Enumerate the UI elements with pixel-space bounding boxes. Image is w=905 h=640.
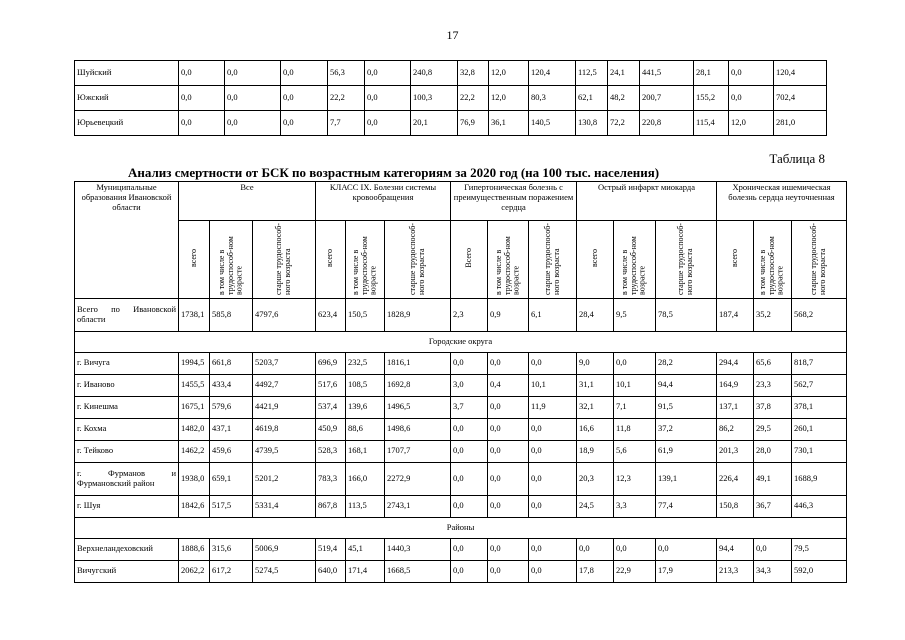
table-cell: 0,0 (656, 538, 717, 560)
row-name: Всего по Ивановской области (75, 298, 179, 331)
table-cell: 517,6 (316, 374, 346, 396)
table-row (75, 538, 847, 560)
table-cell: 0,0 (365, 86, 411, 111)
table-cell: 115,4 (694, 111, 729, 136)
section-row (75, 331, 847, 352)
table-cell: 519,4 (316, 538, 346, 560)
table-cell: 20,3 (577, 462, 614, 495)
subheader-cell (717, 221, 754, 299)
table-cell: 0,0 (281, 86, 328, 111)
table-cell: 232,5 (346, 352, 385, 374)
table-cell: 1707,7 (385, 440, 451, 462)
table-cell: 0,0 (451, 495, 488, 517)
table-cell: 3,7 (451, 396, 488, 418)
table-cell: 592,0 (792, 560, 847, 582)
table-cell: 164,9 (717, 374, 754, 396)
table-cell: 867,8 (316, 495, 346, 517)
table-cell: 0,0 (451, 462, 488, 495)
table-cell: 0,0 (488, 495, 529, 517)
table-cell: 459,6 (210, 440, 253, 462)
table-cell: 76,9 (458, 111, 489, 136)
table-cell: 0,0 (451, 538, 488, 560)
table-cell: 65,6 (754, 352, 792, 374)
row-name: г. Кинешма (75, 396, 179, 418)
table-row (75, 418, 847, 440)
row-name: г. Фурманов и Фурмановский район (75, 462, 179, 495)
table-cell: 0,0 (754, 538, 792, 560)
table-cell: 0,0 (365, 111, 411, 136)
table-cell: 94,4 (717, 538, 754, 560)
subheader-label: старше трудоспособ-ного возраста (407, 223, 426, 295)
table-label: Таблица 8 (769, 151, 825, 166)
table-cell: 36,7 (754, 495, 792, 517)
table-cell: 0,0 (281, 111, 328, 136)
table-cell: 0,0 (529, 462, 577, 495)
table-cell: 1738,1 (179, 298, 210, 331)
table-cell: 213,3 (717, 560, 754, 582)
table-cell: 441,5 (640, 61, 694, 86)
table-cell: 617,2 (210, 560, 253, 582)
table-cell: 2272,9 (385, 462, 451, 495)
table-cell: 187,4 (717, 298, 754, 331)
table-cell: 166,0 (346, 462, 385, 495)
table-cell: 48,2 (608, 86, 640, 111)
subheader-cell (577, 221, 614, 299)
section-districts: Районы (75, 517, 847, 538)
table-cell: 528,3 (316, 440, 346, 462)
table-title: Анализ смертности от БСК по возрастным категориям за 2020 год (на 100 тыс. населения) (128, 165, 660, 180)
table-cell: 4797,6 (253, 298, 316, 331)
table-cell: 0,0 (179, 111, 225, 136)
group-header-ischemic: Хроническая ишемическая болезнь сердца неуточненная (717, 182, 847, 221)
page-number: 17 (446, 28, 459, 42)
subheader-cell (253, 221, 316, 299)
table-cell: 0,0 (529, 538, 577, 560)
table-cell: 5006,9 (253, 538, 316, 560)
subheader-cell (792, 221, 847, 299)
row-name: Верхнеландеховский (75, 538, 179, 560)
table-cell: 22,9 (614, 560, 656, 582)
table-row (75, 352, 847, 374)
table-cell: 4739,5 (253, 440, 316, 462)
table-cell: 94,4 (656, 374, 717, 396)
table-cell: 1888,6 (179, 538, 210, 560)
table-cell: 22,2 (328, 86, 365, 111)
table-cell: 139,1 (656, 462, 717, 495)
table-cell: 0,0 (488, 538, 529, 560)
subheader-cell (451, 221, 488, 299)
row-name: Вичугский (75, 560, 179, 582)
table-cell: 150,5 (346, 298, 385, 331)
row-name: г. Шуя (75, 495, 179, 517)
table-cell: 0,0 (488, 440, 529, 462)
table-cell: 1828,9 (385, 298, 451, 331)
table-cell: 0,0 (529, 495, 577, 517)
table-cell: 537,4 (316, 396, 346, 418)
table-cell: 24,1 (608, 61, 640, 86)
table-row (75, 396, 847, 418)
table-cell: 137,1 (717, 396, 754, 418)
top-table (74, 60, 827, 136)
table-cell: 130,8 (576, 111, 608, 136)
table-cell: 61,9 (656, 440, 717, 462)
table-cell: 450,9 (316, 418, 346, 440)
table-cell: 517,5 (210, 495, 253, 517)
table-cell: 108,5 (346, 374, 385, 396)
table-row (75, 111, 827, 136)
table-cell: 22,2 (458, 86, 489, 111)
table-cell: 0,0 (225, 61, 281, 86)
row-name: г. Тейково (75, 440, 179, 462)
table-cell: 0,0 (729, 61, 774, 86)
row-name: Юрьевецкий (75, 111, 179, 136)
section-city-districts: Городские округа (75, 331, 847, 352)
table-cell: 11,9 (529, 396, 577, 418)
table-cell: 446,3 (792, 495, 847, 517)
table-cell: 32,8 (458, 61, 489, 86)
table-cell: 3,3 (614, 495, 656, 517)
table-cell: 155,2 (694, 86, 729, 111)
table-cell: 1482,0 (179, 418, 210, 440)
table-cell: 56,3 (328, 61, 365, 86)
table-cell: 260,1 (792, 418, 847, 440)
subheader-label: всего (589, 248, 599, 267)
table-cell: 433,4 (210, 374, 253, 396)
table-cell: 34,3 (754, 560, 792, 582)
table-cell: 240,8 (411, 61, 458, 86)
row-name: Южский (75, 86, 179, 111)
table-cell: 1675,1 (179, 396, 210, 418)
table-cell: 5203,7 (253, 352, 316, 374)
table-cell: 28,1 (694, 61, 729, 86)
table-row (75, 298, 847, 331)
table-cell: 120,4 (774, 61, 827, 86)
table-cell: 88,6 (346, 418, 385, 440)
table-cell: 18,9 (577, 440, 614, 462)
table-cell: 7,1 (614, 396, 656, 418)
table-cell: 3,0 (451, 374, 488, 396)
subheader-cell (614, 221, 656, 299)
table-cell: 17,8 (577, 560, 614, 582)
table-cell: 171,4 (346, 560, 385, 582)
table-cell: 0,0 (614, 538, 656, 560)
subheader-label: всего (188, 248, 198, 267)
table-cell: 37,8 (754, 396, 792, 418)
table-cell: 5331,4 (253, 495, 316, 517)
table-cell: 0,0 (529, 560, 577, 582)
table-cell: 1816,1 (385, 352, 451, 374)
subheader-cell (346, 221, 385, 299)
table-cell: 1496,5 (385, 396, 451, 418)
table-cell: 12,3 (614, 462, 656, 495)
table-cell: 0,0 (451, 440, 488, 462)
table-cell: 16,6 (577, 418, 614, 440)
table-cell: 12,0 (489, 61, 529, 86)
table-cell: 1994,5 (179, 352, 210, 374)
table-cell: 0,0 (729, 86, 774, 111)
table-cell: 79,5 (792, 538, 847, 560)
table-cell: 200,7 (640, 86, 694, 111)
table-cell: 226,4 (717, 462, 754, 495)
table-cell: 86,2 (717, 418, 754, 440)
group-header-all: Все (179, 182, 316, 221)
table-cell: 1498,6 (385, 418, 451, 440)
table-cell: 0,0 (451, 560, 488, 582)
table-cell: 2062,2 (179, 560, 210, 582)
table-row (75, 86, 827, 111)
table-cell: 0,0 (488, 396, 529, 418)
subheader-label: старше трудоспособ-ного возраста (274, 223, 292, 295)
table-cell: 36,1 (489, 111, 529, 136)
subheader-cell (316, 221, 346, 299)
subheader-label: всего (325, 248, 335, 267)
table-cell: 0,0 (529, 352, 577, 374)
table-cell: 0,0 (451, 418, 488, 440)
table-cell: 80,3 (529, 86, 576, 111)
table-cell: 437,1 (210, 418, 253, 440)
subheader-label: в том числе в трудоспособ-ном возрасте (216, 236, 244, 295)
subheader-label: в том числе в трудоспособ-ном возрасте (493, 236, 521, 295)
table-cell: 568,2 (792, 298, 847, 331)
table-cell: 4619,8 (253, 418, 316, 440)
subheader-cell (488, 221, 529, 299)
subheader-label: старше трудоспособ-ного возраста (676, 223, 695, 295)
table-row (75, 440, 847, 462)
table-row (75, 560, 847, 582)
table-cell: 0,0 (529, 440, 577, 462)
table-cell: 45,1 (346, 538, 385, 560)
table-cell: 1440,3 (385, 538, 451, 560)
table-cell: 112,5 (576, 61, 608, 86)
table-cell: 1938,0 (179, 462, 210, 495)
table-cell: 35,2 (754, 298, 792, 331)
table-cell: 818,7 (792, 352, 847, 374)
subheader-label: старше трудоспособ-ного возраста (542, 223, 561, 295)
subheader-cell (656, 221, 717, 299)
table-cell: 1462,2 (179, 440, 210, 462)
table-cell: 696,9 (316, 352, 346, 374)
table-cell: 6,1 (529, 298, 577, 331)
mortality-table (74, 181, 847, 583)
subheader-cell (754, 221, 792, 299)
table-cell: 315,6 (210, 538, 253, 560)
subheader-label: в том числе в трудоспособ-ном возрасте (350, 236, 378, 295)
table-cell: 702,4 (774, 86, 827, 111)
table-cell: 140,5 (529, 111, 576, 136)
table-cell: 120,4 (529, 61, 576, 86)
table-cell: 0,0 (365, 61, 411, 86)
table-cell: 294,4 (717, 352, 754, 374)
table-cell: 23,3 (754, 374, 792, 396)
subheader-cell (529, 221, 577, 299)
table-cell: 1455,5 (179, 374, 210, 396)
table-cell: 0,0 (225, 111, 281, 136)
table-cell: 12,0 (489, 86, 529, 111)
row-name: г. Иваново (75, 374, 179, 396)
table-cell: 11,8 (614, 418, 656, 440)
table-cell: 4421,9 (253, 396, 316, 418)
table-cell: 201,3 (717, 440, 754, 462)
table-cell: 17,9 (656, 560, 717, 582)
table-cell: 0,0 (179, 86, 225, 111)
table-cell: 28,0 (754, 440, 792, 462)
table-cell: 49,1 (754, 462, 792, 495)
table-cell: 32,1 (577, 396, 614, 418)
table-cell: 168,1 (346, 440, 385, 462)
subheader-label: в том числе в трудоспособ-ном возрасте (758, 236, 785, 295)
table-cell: 0,4 (488, 374, 529, 396)
group-header-infarction: Острый инфаркт миокарда (577, 182, 717, 221)
table-cell: 0,0 (488, 352, 529, 374)
table-cell: 661,8 (210, 352, 253, 374)
subheader-cell (210, 221, 253, 299)
table-cell: 0,0 (488, 418, 529, 440)
table-cell: 28,4 (577, 298, 614, 331)
table-cell: 4492,7 (253, 374, 316, 396)
table-cell: 72,2 (608, 111, 640, 136)
row-name: г. Вичуга (75, 352, 179, 374)
table-cell: 0,0 (488, 462, 529, 495)
table-cell: 9,5 (614, 298, 656, 331)
subheader-row (75, 221, 847, 299)
section-row (75, 517, 847, 538)
table-cell: 0,0 (179, 61, 225, 86)
table-cell: 5274,5 (253, 560, 316, 582)
group-header-row (75, 182, 847, 221)
table-cell: 623,4 (316, 298, 346, 331)
table-cell: 0,0 (281, 61, 328, 86)
table-cell: 5201,2 (253, 462, 316, 495)
municipality-header: Муниципальные образования Ивановской области (75, 182, 179, 299)
table-cell: 0,0 (614, 352, 656, 374)
table-cell: 5,6 (614, 440, 656, 462)
table-cell: 150,8 (717, 495, 754, 517)
table-cell: 783,3 (316, 462, 346, 495)
table-cell: 220,8 (640, 111, 694, 136)
subheader-label: в том числе в трудоспособ-ном возрасте (620, 236, 647, 295)
subheader-label: старше трудоспособ-ного возраста (809, 223, 828, 295)
table-cell: 10,1 (614, 374, 656, 396)
table-cell: 562,7 (792, 374, 847, 396)
table-cell: 1688,9 (792, 462, 847, 495)
table-cell: 31,1 (577, 374, 614, 396)
table-cell: 378,1 (792, 396, 847, 418)
subheader-label: Всего (463, 248, 473, 268)
table-cell: 12,0 (729, 111, 774, 136)
table-cell: 7,7 (328, 111, 365, 136)
table-cell: 2743,1 (385, 495, 451, 517)
table-cell: 0,9 (488, 298, 529, 331)
table-cell: 579,6 (210, 396, 253, 418)
table-cell: 640,0 (316, 560, 346, 582)
table-cell: 281,0 (774, 111, 827, 136)
table-cell: 0,0 (529, 418, 577, 440)
table-row (75, 61, 827, 86)
table-cell: 100,3 (411, 86, 458, 111)
table-cell: 0,0 (451, 352, 488, 374)
group-header-hypertensive: Гипертоническая болезнь с преимущественным поражением сердца (451, 182, 577, 221)
table-cell: 77,4 (656, 495, 717, 517)
table-cell: 0,0 (577, 538, 614, 560)
table-cell: 28,2 (656, 352, 717, 374)
subheader-cell (179, 221, 210, 299)
table-cell: 659,1 (210, 462, 253, 495)
subheader-cell (385, 221, 451, 299)
table-cell: 113,5 (346, 495, 385, 517)
table-cell: 1692,8 (385, 374, 451, 396)
table-cell: 78,5 (656, 298, 717, 331)
row-name: Шуйский (75, 61, 179, 86)
table-cell: 1842,6 (179, 495, 210, 517)
table-cell: 0,0 (225, 86, 281, 111)
group-header-circulatory: КЛАСС IX. Болезни системы кровообращения (316, 182, 451, 221)
table-cell: 0,0 (488, 560, 529, 582)
table-cell: 29,5 (754, 418, 792, 440)
table-row (75, 462, 847, 495)
table-cell: 24,5 (577, 495, 614, 517)
table-cell: 91,5 (656, 396, 717, 418)
table-cell: 730,1 (792, 440, 847, 462)
table-cell: 62,1 (576, 86, 608, 111)
table-cell: 139,6 (346, 396, 385, 418)
table-cell: 37,2 (656, 418, 717, 440)
table-row (75, 495, 847, 517)
table-cell: 9,0 (577, 352, 614, 374)
table-cell: 1668,5 (385, 560, 451, 582)
subheader-label: всего (729, 248, 739, 267)
table-cell: 585,8 (210, 298, 253, 331)
table-cell: 2,3 (451, 298, 488, 331)
table-row (75, 374, 847, 396)
table-cell: 20,1 (411, 111, 458, 136)
table-cell: 10,1 (529, 374, 577, 396)
row-name: г. Кохма (75, 418, 179, 440)
